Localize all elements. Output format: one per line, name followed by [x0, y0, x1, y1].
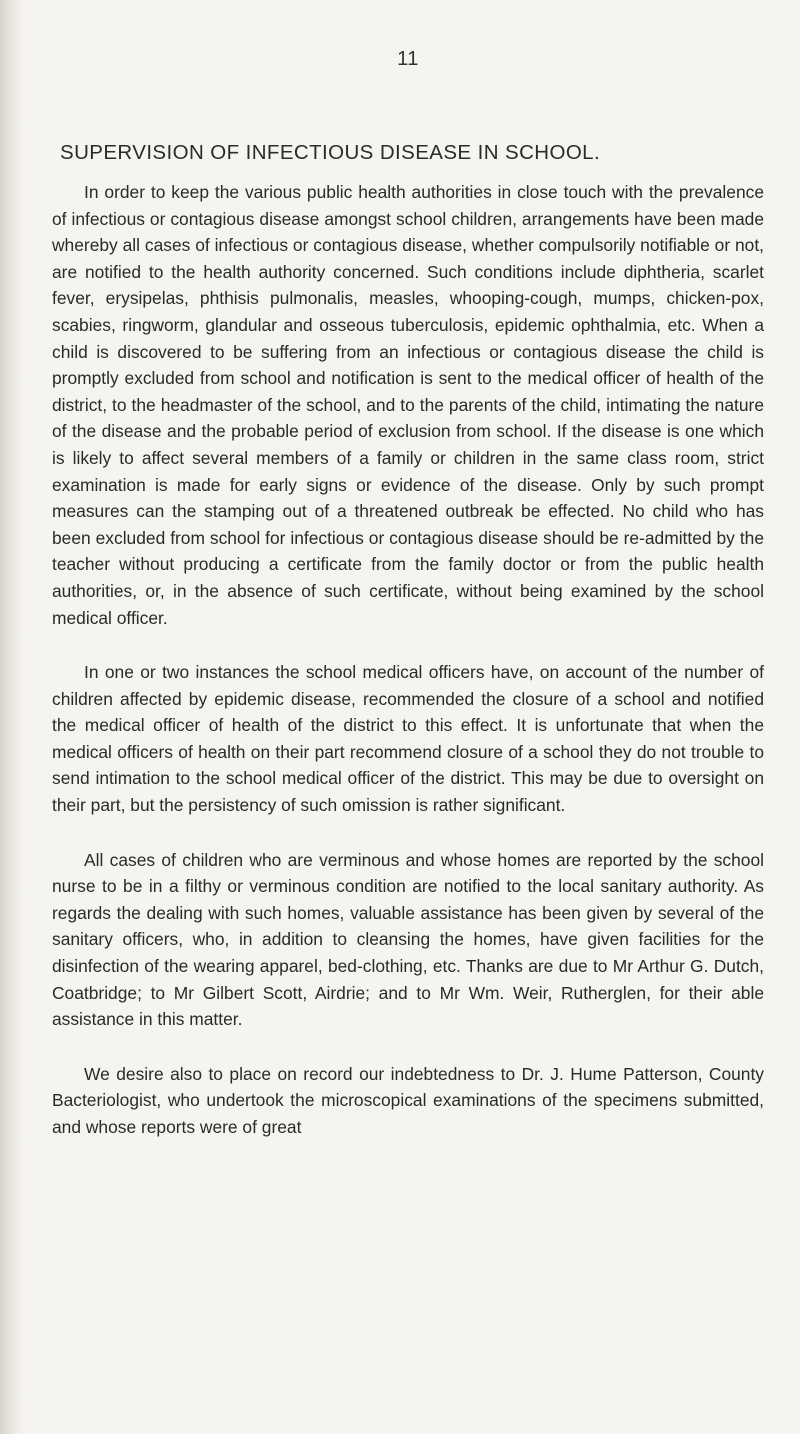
page-number: 11 [397, 48, 419, 70]
paragraph-verminous-homes: All cases of children who are verminous and whose homes are reported by the school nurse to be in a filthy or verminous condition are notified to the local sanitary authority. As regards the dealing with such homes, valuable assistance has been given by several of the sanitary officers, who, in addition to cleansing the homes, have given facilities for the disinfection of the wearing apparel, bed-clothing, etc. Thanks are due to Mr Arthur G. Dutch, Coatbridge; to Mr Gilbert Scott, Airdrie; and to Mr Wm. Weir, Rutherglen, for their able assistance in this matter. [52, 849, 764, 1030]
scan-shadow-edge [0, 0, 26, 1434]
document-page [52, 48, 764, 1141]
paragraph-school-closure: In one or two instances the school medical officers have, on account of the number of children affected by epidemic disease, recommended the closure of a school and notified the medical officer of health of the district to this effect. It is unfortunate that when the medical officers of health on their part recommend closure of a school they do not trouble to send intimation to the school medical officer of the district. This may be due to oversight on their part, but the persistency of such omission is rather significant. [52, 662, 764, 816]
section-title: SUPERVISION OF INFECTIOUS DISEASE IN SCHOOL. [60, 141, 601, 164]
paragraph-acknowledgement: We desire also to place on record our indebtedness to Dr. J. Hume Patterson, County Bacteriologist, who undertook the microscopical examinations of the specimens submitted, and whose reports were of great [52, 1063, 764, 1137]
paragraph-infectious-disease-notification: In order to keep the various public health authorities in close touch with the prevalence of infectious or contagious disease amongst school children, arrangements have been made whereby all cases of infectious or contagious disease, whether compulsorily notifiable or not, are notified to the health authority concerned. Such conditions include diphtheria, scarlet fever, erysipelas, phthisis pulmonalis, measles, whooping-cough, mumps, chicken-pox, scabies, ringworm, glandular and osseous tuberculosis, epidemic ophthalmia, etc. When a child is discovered to be suffering from an infectious or contagious disease the child is promptly excluded from school and notification is sent to the medical officer of health of the district, to the headmaster of the school, and to the parents of the child, intimating the nature of the disease and the probable period of exclusion from school. If the disease is one which is likely to affect several members of a family or children in the same class room, strict examination is made for early signs or evidence of the disease. Only by such prompt measures can the stamping out of a threatened outbreak be effected. No child who has been excluded from school for infectious or contagious disease should be re-admitted by the teacher without producing a certificate from the family doctor or from the public health authorities, or, in the absence of such certificate, without being examined by the school medical officer. [52, 182, 764, 628]
